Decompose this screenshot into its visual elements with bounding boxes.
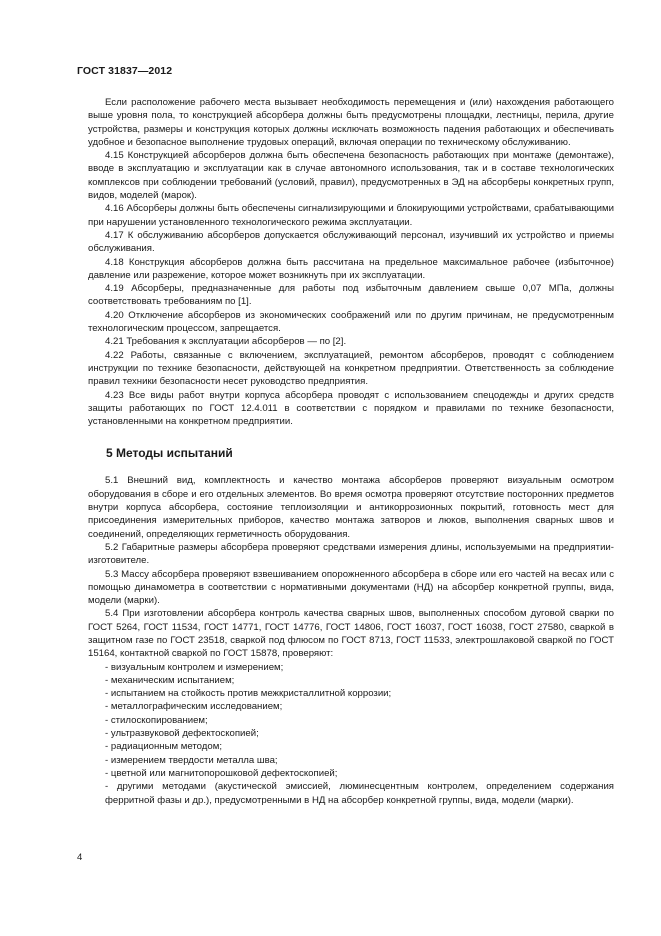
list-item: - стилоскопированием; bbox=[105, 714, 208, 726]
list-item: - визуальным контролем и измерением; bbox=[105, 661, 284, 673]
list-item: - измерением твердости металла шва; bbox=[105, 754, 278, 766]
document-header: ГОСТ 31837—2012 bbox=[77, 65, 173, 77]
page-number: 4 bbox=[77, 852, 83, 863]
paragraph-4-18: 4.18 Конструкция абсорберов должна быть рассчитана на предельное максимальное рабочее (избыточное) давление или разрежение, которое может возникнуть при их эксплуатации. bbox=[88, 256, 614, 281]
paragraph-5-4: 5.4 При изготовлении абсорбера контроль качества сварных швов, выполненных способом дуговой сварки по ГОСТ 5264, ГОСТ 11534, ГОСТ 14771, ГОСТ 14776, ГОСТ 14806, ГОСТ 16037, ГОСТ 16038, ГОСТ 27580, сваркой в защитном газе по ГОСТ 23518, сваркой под флюсом по ГОСТ 8713, ГОСТ 11533, электрошлаковой сваркой по ГОСТ 15164, контактной сваркой по ГОСТ 15878, проверяют: bbox=[88, 608, 614, 660]
list-item: - металлографическим исследованием; bbox=[105, 701, 283, 713]
paragraph-4-16: 4.16 Абсорберы должны быть обеспечены сигнализирующими и блокирующими устройствами, срабатывающими при нарушении установленного технологического режима эксплуатации. bbox=[88, 203, 614, 228]
list-item: - другими методами (акустической эмиссией, люминесцентным контролем, определением содержания ферритной фазы и др.), предусмотренными в НД на абсорбер конкретной группы, вида, модели (марки). bbox=[105, 781, 614, 806]
paragraph-5-3: 5.3 Массу абсорбера проверяют взвешиванием опорожненного абсорбера в сборе или его частей на весах или с помощью динамометра в соответствии с нормативными документами (НД) на абсорбер конкретной группы, вида, модели (марки). bbox=[88, 568, 614, 607]
list-item: - ультразвуковой дефектоскопией; bbox=[105, 728, 259, 740]
paragraph-4-15: 4.15 Конструкцией абсорберов должна быть обеспечена безопасность работающих при монтаже (демонтаже), вводе в эксплуатацию и эксплуатации как в случае автономного использования, так и в составе технологических комплексов при соблюдении требований (условий, правил), предусмотренных в ЭД на абсорберы конкретных групп, видов, моделей (марок). bbox=[88, 150, 614, 202]
list-item: - механическим испытанием; bbox=[105, 674, 235, 686]
paragraph-4-17: 4.17 К обслуживанию абсорберов допускается обслуживающий персонал, изучивший их устройство и приемы обслуживания. bbox=[88, 229, 614, 255]
paragraph-4-23: 4.23 Все виды работ внутри корпуса абсорбера проводят с использованием спецодежды и других средств защиты работающих по ГОСТ 12.4.011 в соответствии с порядком и правилами по технике безопасности, установленными на конкретном предприятии. bbox=[88, 389, 614, 428]
testing-methods-list bbox=[88, 661, 614, 807]
paragraph-5-2: 5.2 Габаритные размеры абсорбера проверяют средствами измерения длины, используемыми на предприятии-изготовителе. bbox=[88, 541, 614, 567]
list-item: - радиационным методом; bbox=[105, 741, 222, 753]
section-heading: 5 Методы испытаний bbox=[106, 446, 233, 461]
paragraph-4-19: 4.19 Абсорберы, предназначенные для работы под избыточным давлением свыше 0,07 МПа, должны соответствовать требованиям по [1]. bbox=[88, 283, 614, 308]
paragraph-4-22: 4.22 Работы, связанные с включением, эксплуатацией, ремонтом абсорберов, проводят с соблюдением инструкции по технике безопасности, действующей на конкретном предприятии. Ответственность за соблюдение правил техники безопасности несет руководство предприятия. bbox=[88, 349, 614, 388]
paragraph-5-1: 5.1 Внешний вид, комплектность и качество монтажа абсорберов проверяют визуальным осмотром оборудования в сборе и его отдельных элементов. Во время осмотра проверяют отсутствие посторонних предметов внутри корпуса абсорбера, состояние теплоизоляции и антикоррозионных покрытий, готовность мест для присоединения измерительных приборов, качество монтажа затворов и люков, выполнения сварных швов и соединений, определяющих герметичность оборудования. bbox=[88, 475, 614, 540]
list-item: - испытанием на стойкость против межкристаллитной коррозии; bbox=[105, 688, 392, 700]
document-body bbox=[88, 96, 614, 807]
list-item: - цветной или магнитопорошковой дефектоскопией; bbox=[105, 767, 338, 779]
paragraph-workplace-platforms: Если расположение рабочего места вызывает необходимость перемещения и (или) нахождения работающего выше уровня пола, то конструкцией абсорбера должны быть предусмотрены площадки, лестницы, перила, другие устройства, размеры и конструкция которых должны исключать возможность падения работающих и обеспечивать удобное и безопасное выполнение трудовых операций, включая операции по техническому обслуживанию. bbox=[88, 97, 614, 148]
paragraph-4-20: 4.20 Отключение абсорберов из экономических соображений или по другим причинам, не предусмотренным технологическим процессом, запрещается. bbox=[88, 309, 614, 335]
paragraph-4-21: 4.21 Требования к эксплуатации абсорберов — по [2]. bbox=[105, 336, 347, 348]
